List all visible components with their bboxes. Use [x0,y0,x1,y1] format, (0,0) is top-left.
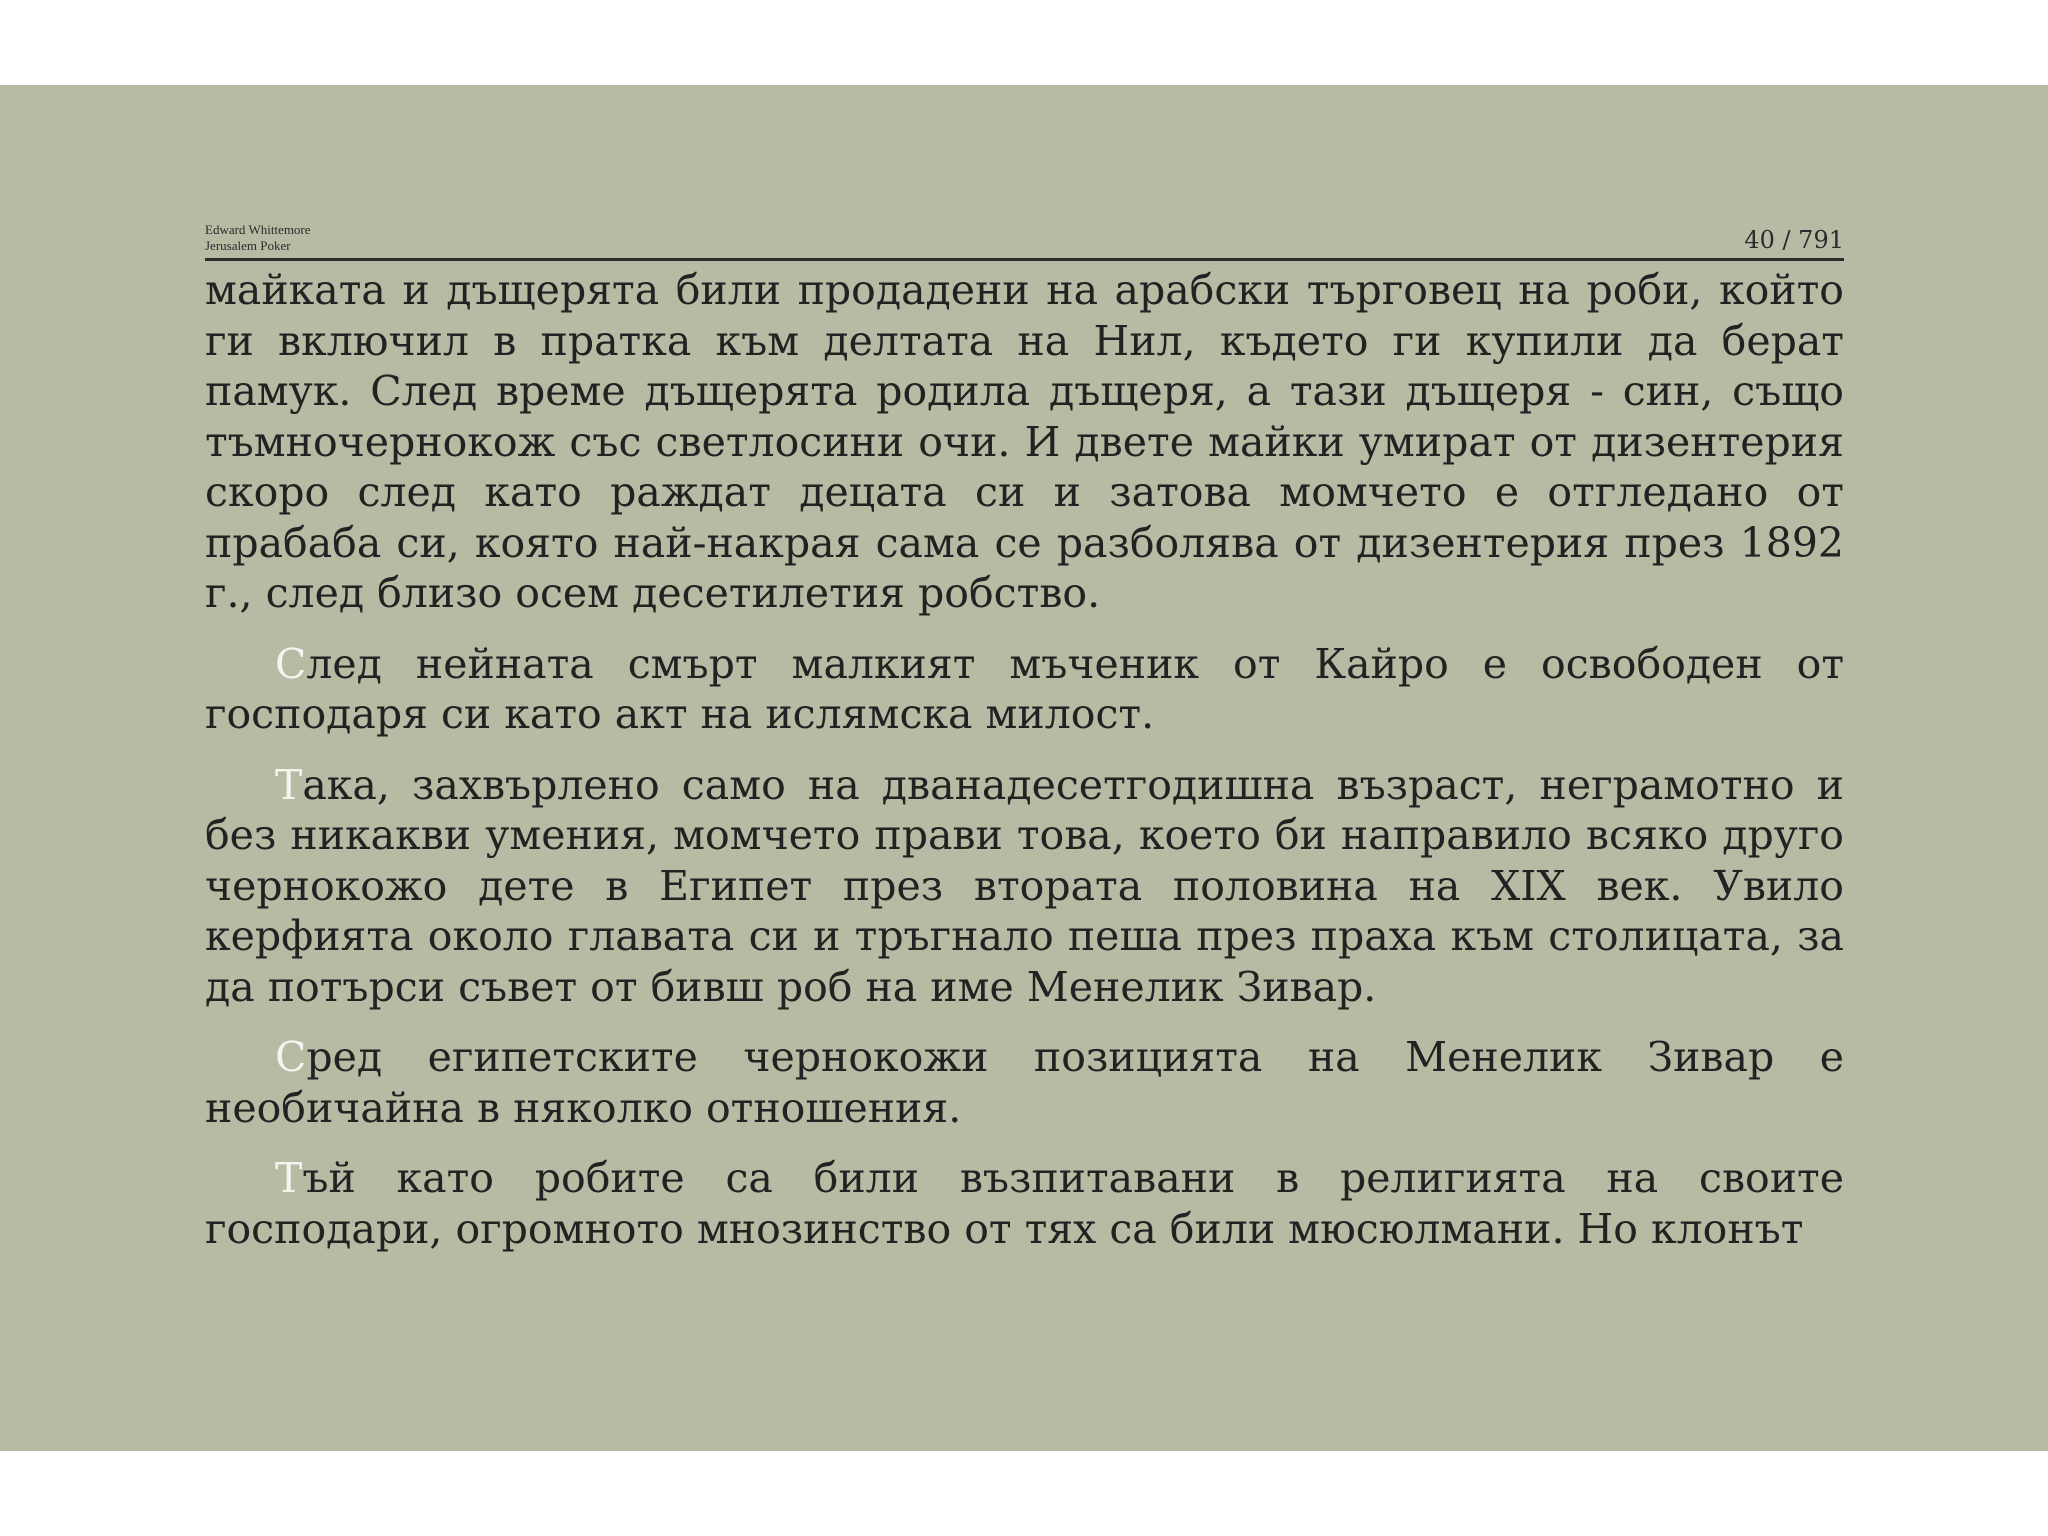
paragraph-text: ред египетските чернокожи позицията на Менелик Зивар е необичайна в няколко отношения. [205,1033,1844,1132]
paragraph-text: ъй като робите са били възпитавани в религията на своите господари, огромното мнозинство от тях са били мюсюлмани. Но клонът [205,1154,1844,1253]
paragraph-5 [205,1153,1844,1254]
initial-letter: С [275,1033,307,1081]
paragraph-1 [205,265,1844,619]
author-name: Edward Whittemore [205,222,311,237]
page-text [205,265,1844,1274]
initial-letter: С [275,639,307,688]
page-number: 40 / 791 [1744,226,1844,254]
paragraph-3 [205,760,1844,1013]
paragraph-text: майката и дъщерята били продадени на арабски търговец на роби, който ги включил в пратка към делтата на Нил, където ги купили да берат памук. След време дъщерята родила дъщеря, а тази дъщеря - син, също тъмночернокож със светлосини очи. И двете майки умират от дизентерия скоро след като раждат децата си и затова момчето е отгледано от прабаба си, която най-накрая сама се разболява от дизентерия през 1892 г., след близо осем десетилетия робство. [205,266,1844,617]
paragraph-text: ака, захвърлено само на дванадесетгодишна възраст, неграмотно и без никакви умения, момчето прави това, което би направило всяко друго чернокожо дете в Египет през втората половина на XIX век. Увило керфията около главата си и тръгнало пеша през праха към столицата, за да потърси съвет от бивш роб на име Менелик Зивар. [205,760,1844,1011]
running-head [205,222,311,254]
initial-letter: Т [275,1154,303,1202]
paragraph-4 [205,1032,1844,1133]
book-title: Jerusalem Poker [205,238,291,253]
page-header [205,137,1844,261]
paragraph-text: лед нейната смърт малкият мъченик от Кайро е освободен от господаря си като акт на ислямска милост. [205,639,1844,738]
initial-letter: Т [275,760,303,809]
paragraph-2 [205,639,1844,740]
